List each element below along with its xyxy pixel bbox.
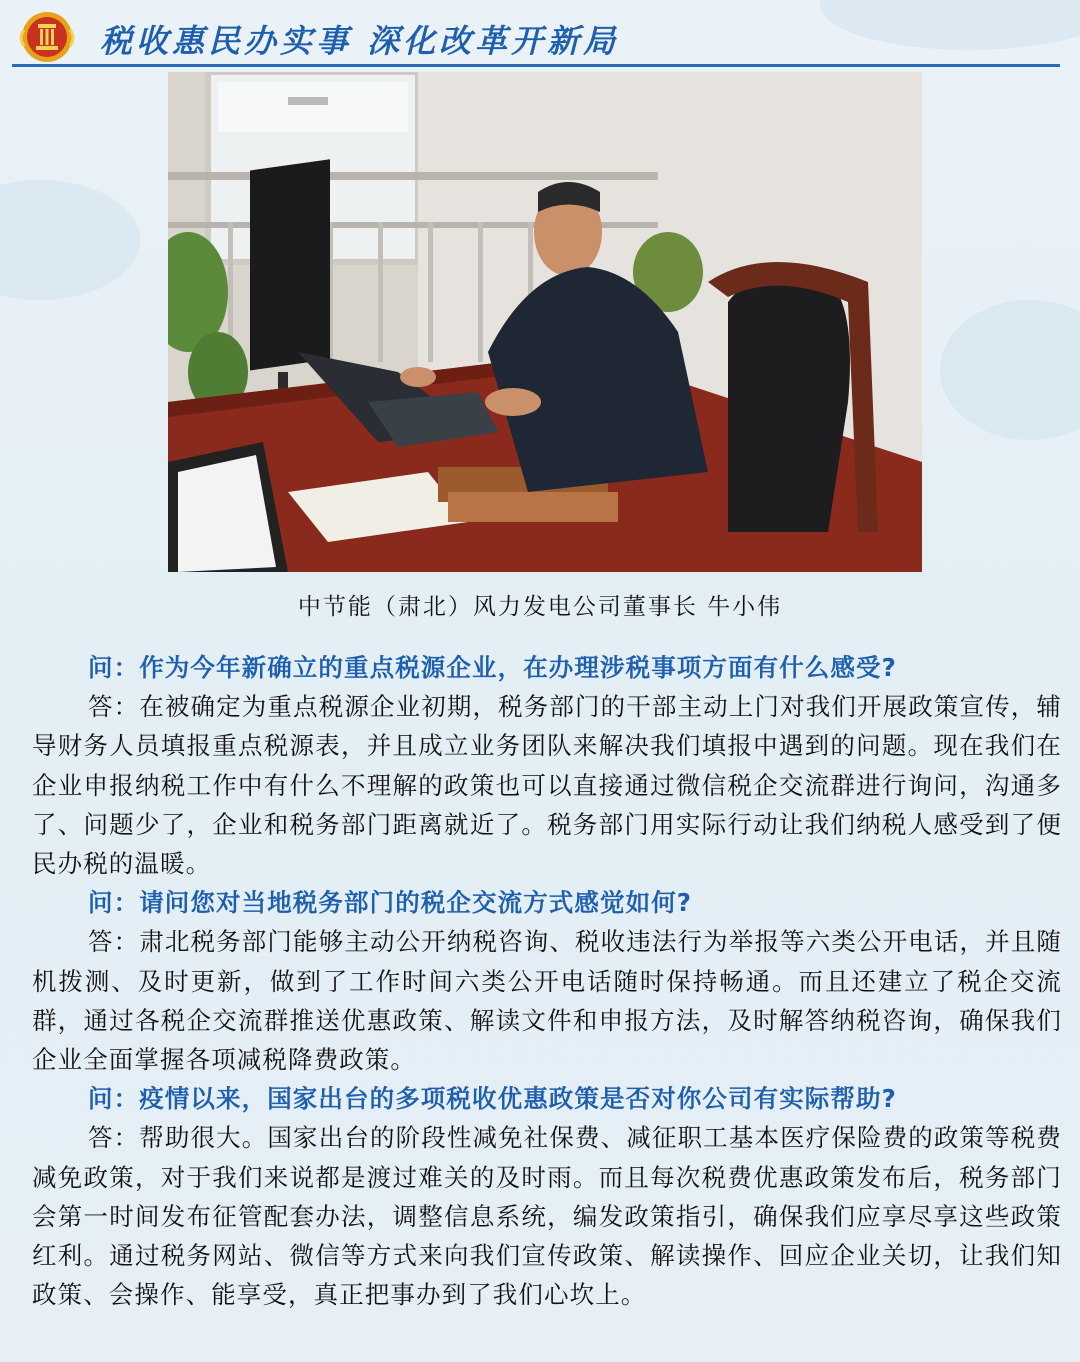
answer-1: 答：在被确定为重点税源企业初期，税务部门的干部主动上门对我们开展政策宣传，辅导财务人员填报重点税源表，并且成立业务团队来解决我们填报中遇到的问题。现在我们在企业申报纳税工作中有什么不理解的政策也可以直接通过微信税企交流群进行询问，沟通多了、问题少了，企业和税务部门距离就近了。税务部门用实际行动让我们纳税人感受到了便民办税的温暖。 bbox=[32, 692, 1062, 879]
header-title: 税收惠民办实事 深化改革开新局 bbox=[100, 22, 620, 60]
page-header bbox=[0, 0, 1080, 70]
question-3: 问：疫情以来，国家出台的多项税收优惠政策是否对你公司有实际帮助? bbox=[88, 1084, 897, 1114]
question-1: 问：作为今年新确立的重点税源企业，在办理涉税事项方面有什么感受? bbox=[88, 653, 897, 682]
question-2: 问：请问您对当地税务部门的税企交流方式感觉如何? bbox=[88, 888, 693, 918]
answer-3: 答：帮助很大。国家出台的阶段性减免社保费、减征职工基本医疗保险费的政策等税费减免政策，对于我们来说都是渡过难关的及时雨。而且每次税费优惠政策发布后，税务部门会第一时间发布征管配套办法，调整信息系统，编发政策指引，确保我们应享尽享这些政策红利。通过税务网站、微信等方式来向我们宣传政策、解读操作、回应企业关切，让我们知政策、会操作、能享受，真正把事办到了我们心坎上。 bbox=[32, 1123, 1062, 1310]
office-scene-image bbox=[168, 72, 922, 572]
tax-emblem-icon bbox=[14, 10, 80, 64]
interview-article bbox=[32, 648, 1062, 1314]
article-photo bbox=[168, 72, 922, 572]
answer-2: 答：肃北税务部门能够主动公开纳税咨询、税收违法行为举报等六类公开电话，并且随机拨测、及时更新，做到了工作时间六类公开电话随时保持畅通。而且还建立了税企交流群，通过各税企交流群推送优惠政策、解读文件和申报方法，及时解答纳税咨询，确保我们企业全面掌握各项减税降费政策。 bbox=[32, 927, 1062, 1075]
background-cloud bbox=[0, 180, 140, 300]
background-cloud bbox=[940, 300, 1080, 440]
header-divider bbox=[12, 64, 1060, 67]
photo-caption: 中节能（肃北）风力发电公司董事长 牛小伟 bbox=[297, 594, 783, 620]
